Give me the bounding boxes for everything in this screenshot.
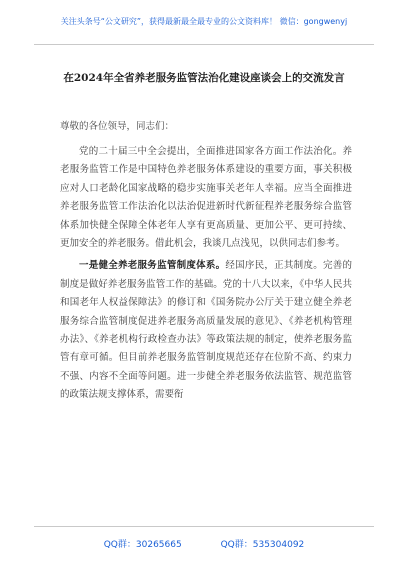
document-title: 在2024年全省养老服务监管法治化建设座谈会上的交流发言 — [63, 72, 345, 84]
salutation: 尊敬的各位领导，同志们： — [60, 121, 175, 132]
paragraph-text: 经国序民，正其制度。完善的制度是做好养老服务监管工作的基础。党的十八大以来，《中华人民共和国老年人权益保障法》的修订和《国务院办公厅关于建立健全养老服务综合监管制度促进养老服务高质量发展的意见》、《养老机构管理办法》、《养老机构行政检查办法》等政策法规的制定，使养老服务监管有章可循。但目前养老服务监管制度规范还存在位阶不高、约束力不强、内容不全面等问题。进一步健全养老服务依法监管、规范监管的政策法规支撑体系，需要衔 — [60, 260, 352, 401]
footer-divider — [34, 526, 374, 527]
document-body — [60, 143, 352, 405]
footer — [36, 537, 372, 550]
paragraph — [60, 257, 352, 404]
footer-qq-group-2: QQ群：535304092 — [220, 540, 305, 550]
footer-qq-group-1: QQ群：30265665 — [103, 540, 182, 550]
paragraph-heading: 一是健全养老服务监管制度体系。 — [79, 260, 226, 272]
header-banner: 关注头条号“公文研究”，获得最新最全最专业的公文资料库！ 微信：gongwenyj — [60, 17, 348, 26]
header-divider — [34, 44, 374, 45]
paragraph: 党的二十届三中全会提出，全面推进国家各方面工作法治化。养老服务监管工作是中国特色养老服务体系建设的重要方面，事关积极应对人口老龄化国家战略的稳步实施事关老年人幸福。应当全面推进养老服务监管工作法治化以法治促进新时代新征程养老服务综合监管体系加快健全保障全体老年人享有更高质量、更加公平、更可持续、更加安全的养老服务。借此机会，我谈几点浅见，以供同志们参考。 — [60, 146, 352, 250]
